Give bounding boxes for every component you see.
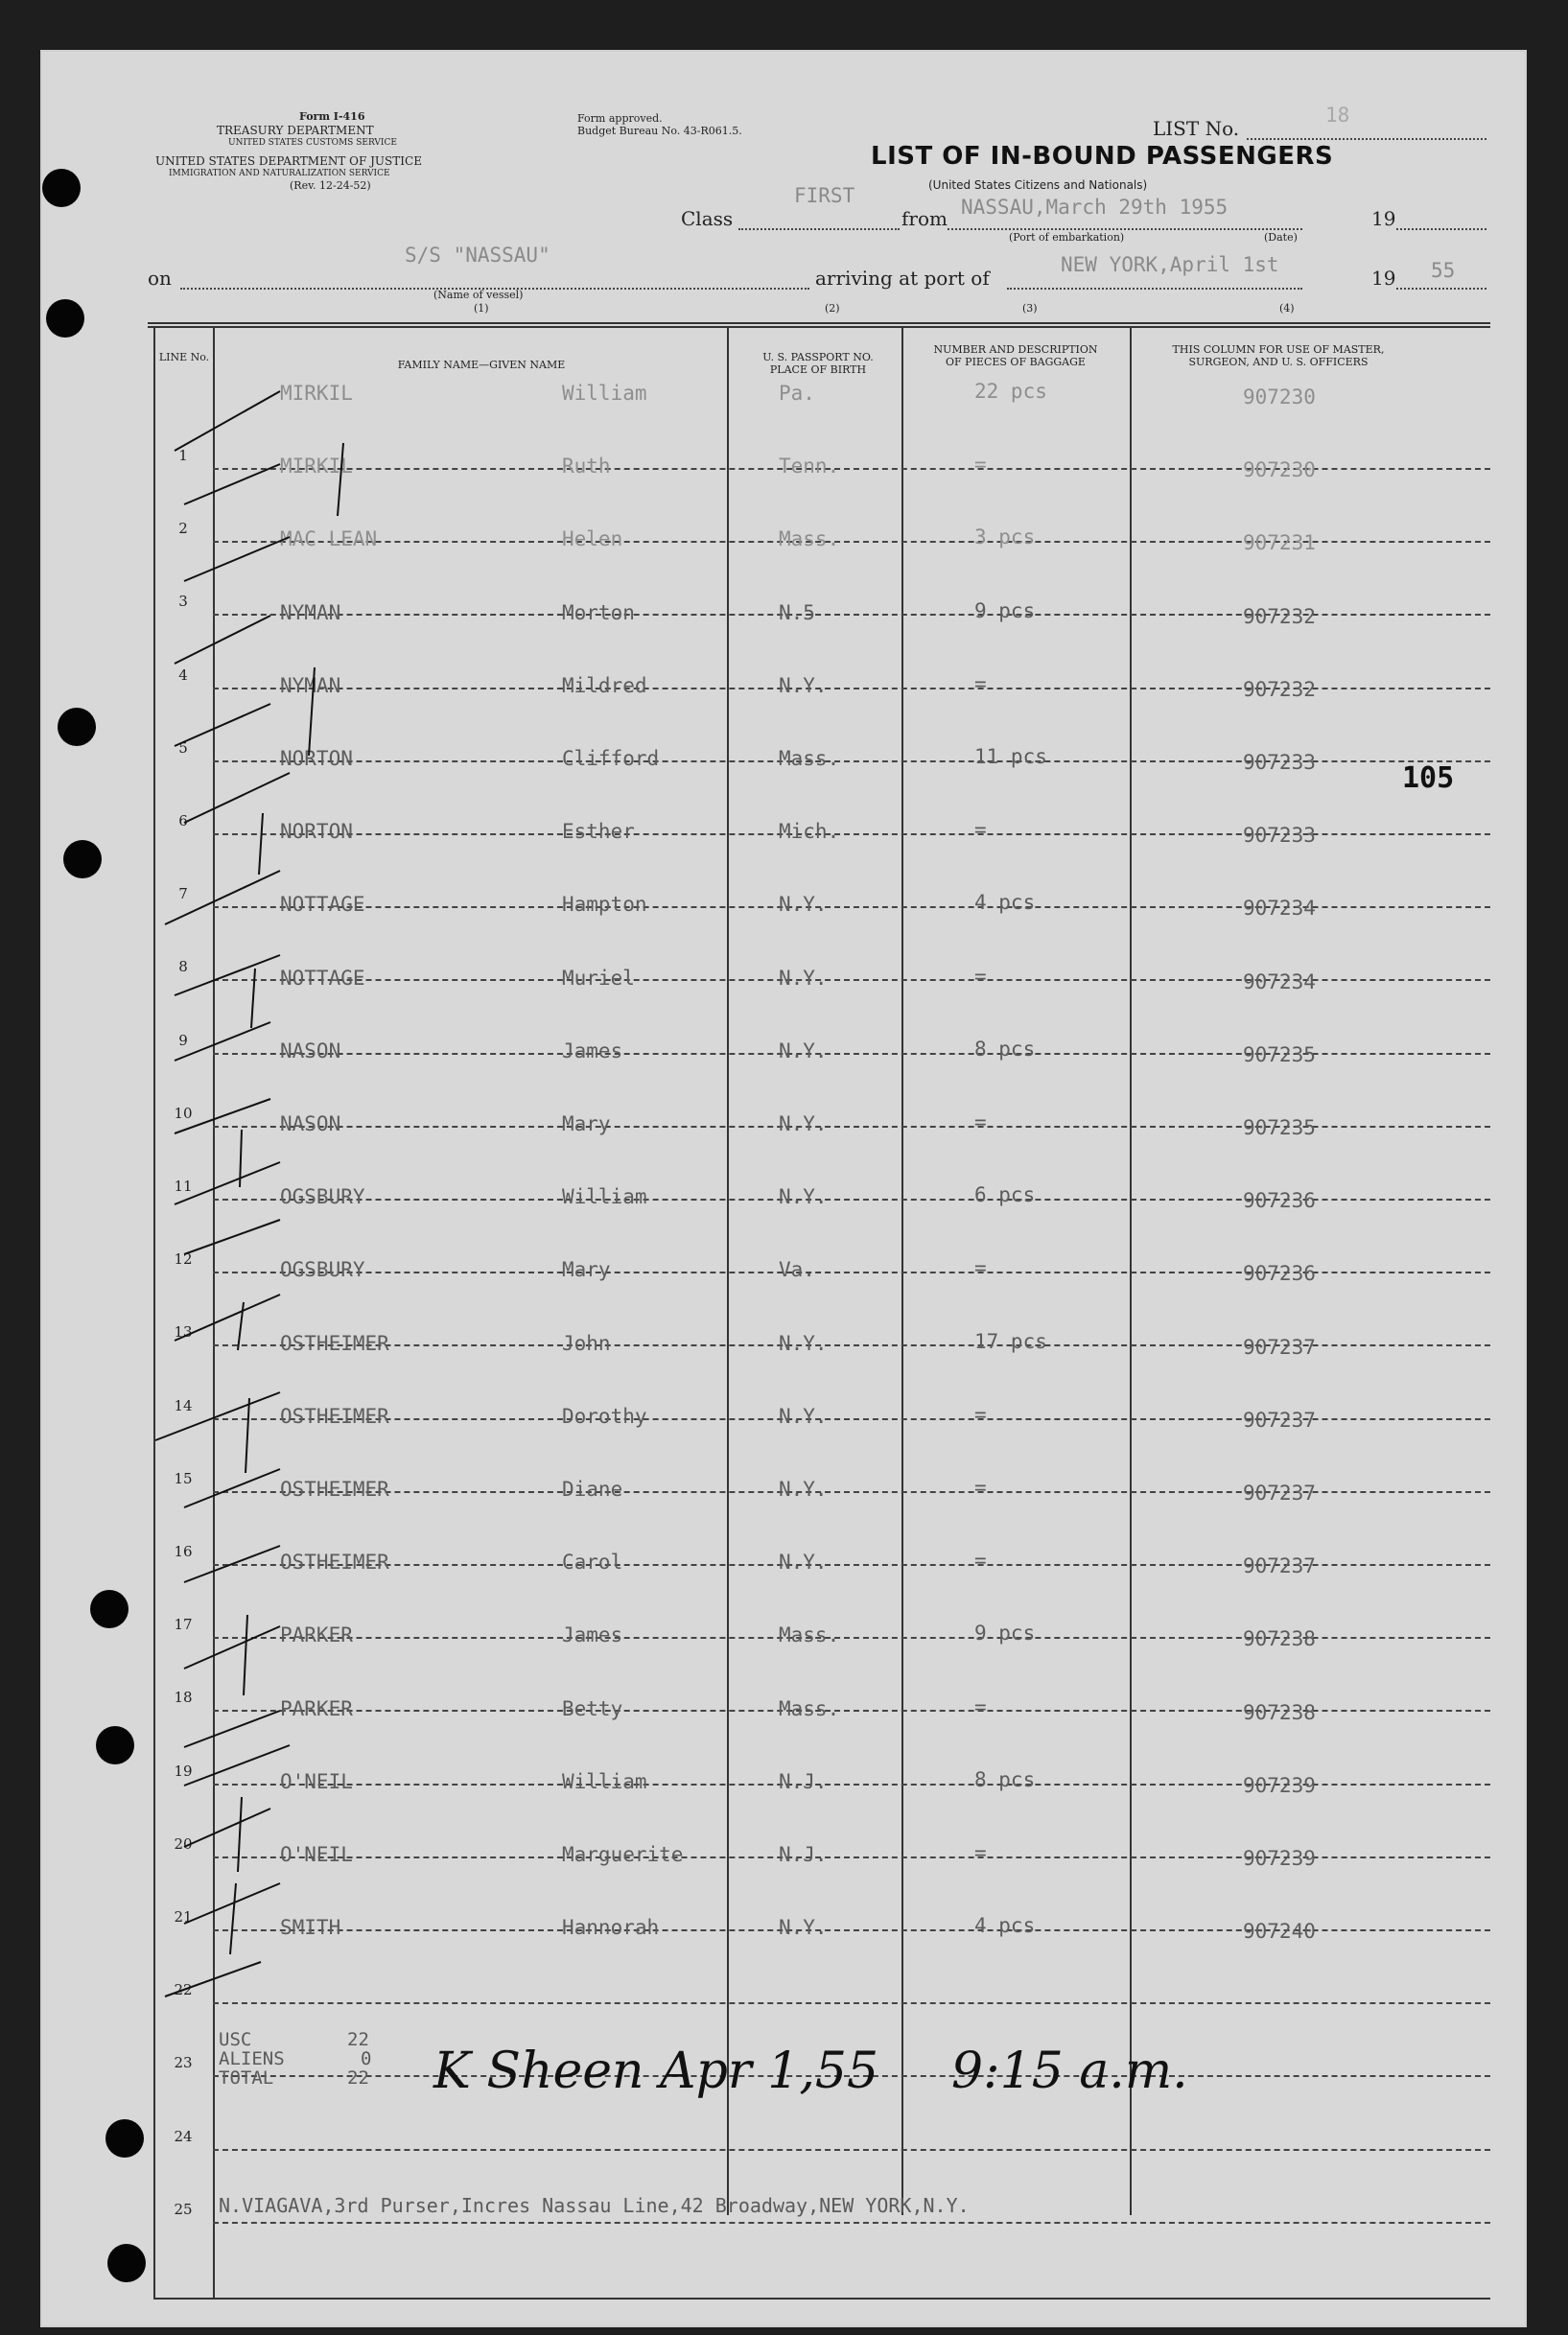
form-number: Form I-416 [299, 110, 365, 123]
line-number: 12 [174, 1250, 193, 1269]
budget-bureau: Budget Bureau No. 43-R061.5. [577, 125, 742, 137]
officer-code: 907237 [1243, 1554, 1316, 1578]
baggage-count: = [974, 1476, 987, 1499]
place-of-birth: N.Y. [779, 1185, 828, 1209]
place-of-birth: Pa. [779, 382, 815, 405]
place-of-birth: N.Y. [779, 1112, 828, 1135]
baggage-count: = [974, 1694, 987, 1718]
baggage-count: = [974, 1256, 987, 1280]
vessel-caption: (Name of vessel) [433, 289, 524, 301]
total-value: 22 [347, 2067, 369, 2089]
ins-service: IMMIGRATION AND NATURALIZATION SERVICE [169, 169, 390, 178]
aliens-value: 0 [361, 2048, 372, 2069]
binder-hole [42, 169, 81, 207]
given-name: Diane [562, 1478, 623, 1501]
place-of-birth: Mass. [779, 747, 840, 770]
line-number: 24 [174, 2127, 193, 2145]
arriving-label: arriving at port of [815, 267, 990, 290]
given-name: Morton [562, 600, 635, 624]
binder-hole [96, 1726, 134, 1764]
manifest-page [40, 50, 1527, 2327]
line-number: 14 [174, 1396, 193, 1414]
given-name: Betty [562, 1696, 623, 1720]
officer-code: 907233 [1243, 751, 1316, 774]
family-name: MIRKIL [280, 382, 353, 405]
given-name: Carol [562, 1551, 623, 1575]
family-name: NYMAN [280, 600, 341, 624]
handwritten-time: 9:15 a.m. [951, 2043, 1188, 2100]
given-name: Marguerite [562, 1843, 684, 1866]
officer-code: 907237 [1243, 1408, 1316, 1432]
year2-value: 55 [1431, 259, 1456, 282]
line-number: 17 [174, 1616, 193, 1634]
list-no-label: LIST No. [1153, 117, 1240, 140]
line-number: 10 [174, 1104, 193, 1122]
given-name: Mary [562, 1112, 611, 1135]
officer-code: 907237 [1243, 1482, 1316, 1505]
on-label: on [148, 267, 172, 290]
officer-code: 907240 [1243, 1920, 1316, 1944]
header-line-no: LINE No. [158, 351, 210, 363]
given-name: Esther [562, 820, 635, 844]
line-number: 13 [174, 1323, 193, 1342]
binder-hole [63, 840, 102, 878]
family-name: PARKER [280, 1623, 353, 1647]
family-name: NYMAN [280, 673, 341, 697]
line-number: 25 [174, 2200, 193, 2218]
col-num-2: (2) [825, 302, 840, 315]
given-name: William [562, 382, 647, 405]
given-name: James [562, 1623, 623, 1647]
place-of-birth: N.J. [779, 1843, 828, 1866]
line-number: 20 [174, 1834, 193, 1853]
family-name: O'NEIL [280, 1769, 353, 1793]
binder-hole [105, 2119, 144, 2158]
officer-code: 907232 [1243, 604, 1316, 628]
arrival-value: NEW YORK,April 1st [1061, 253, 1279, 276]
officer-code: 907236 [1243, 1262, 1316, 1286]
header-baggage: NUMBER AND DESCRIPTION OF PIECES OF BAGGAGE [933, 343, 1098, 369]
baggage-count: = [974, 1549, 987, 1573]
family-name: OSTHEIMER [280, 1331, 389, 1355]
baggage-count: 11 pcs [974, 745, 1047, 768]
binder-hole [46, 299, 84, 338]
given-name: James [562, 1039, 623, 1062]
baggage-count: 4 pcs [974, 891, 1036, 915]
given-name: John [562, 1331, 611, 1355]
place-of-birth: Va. [779, 1258, 815, 1282]
officer-code: 907230 [1243, 385, 1316, 409]
baggage-count: = [974, 818, 987, 842]
place-of-birth: N.Y. [779, 1404, 828, 1428]
baggage-count: 3 pcs [974, 525, 1036, 549]
class-value: FIRST [794, 184, 855, 207]
date-caption: (Date) [1264, 231, 1298, 244]
place-of-birth: N.Y. [779, 966, 828, 990]
family-name: SMITH [280, 1916, 341, 1940]
place-of-birth: N.Y. [779, 1478, 828, 1501]
officer-code: 907235 [1243, 1116, 1316, 1139]
officer-code: 907239 [1243, 1847, 1316, 1870]
place-of-birth: N.5 [779, 600, 815, 624]
total-label: TOTAL [219, 2067, 274, 2089]
binder-hole [58, 708, 96, 746]
baggage-count: 8 pcs [974, 1037, 1036, 1061]
check-mark [175, 391, 280, 451]
officer-code: 907234 [1243, 897, 1316, 921]
line-number: 22 [174, 1981, 193, 1999]
place-of-birth: N.Y. [779, 1551, 828, 1575]
officer-code: 907230 [1243, 458, 1316, 482]
officer-code: 907232 [1243, 677, 1316, 701]
baggage-count: 4 pcs [974, 1914, 1036, 1938]
place-of-birth: Mass. [779, 527, 840, 551]
binder-hole [90, 1590, 129, 1628]
family-name: NOTTAGE [280, 966, 365, 990]
place-of-birth: N.Y. [779, 1039, 828, 1062]
line-number: 6 [178, 812, 188, 829]
officer-code: 907238 [1243, 1627, 1316, 1651]
family-name: OSTHEIMER [280, 1404, 389, 1428]
margin-number: 105 [1402, 761, 1455, 795]
line-number: 8 [178, 958, 188, 976]
place-of-birth: Tenn. [779, 455, 840, 479]
given-name: Muriel [562, 966, 635, 990]
header-passport: U. S. PASSPORT NO. PLACE OF BIRTH [762, 351, 874, 377]
family-name: OSTHEIMER [280, 1478, 389, 1501]
baggage-count: 6 pcs [974, 1183, 1036, 1207]
family-name: O'NEIL [280, 1843, 353, 1866]
binder-hole [107, 2244, 146, 2282]
given-name: Hannorah [562, 1916, 660, 1940]
baggage-count: = [974, 1110, 987, 1133]
aliens-label: ALIENS [219, 2048, 285, 2069]
given-name: Dorothy [562, 1404, 647, 1428]
given-name: Hampton [562, 893, 647, 917]
line-number: 7 [178, 885, 188, 903]
place-of-birth: N.Y. [779, 893, 828, 917]
form-subtitle: (United States Citizens and Nationals) [928, 178, 1148, 192]
baggage-count: = [974, 1841, 987, 1864]
form-approved: Form approved. [577, 112, 663, 125]
col-num-4: (4) [1279, 302, 1295, 315]
baggage-count: = [974, 964, 987, 988]
line-number: 21 [174, 1908, 193, 1926]
family-name: MAC LEAN [280, 527, 378, 551]
from-value: NASSAU,March 29th 1955 [961, 196, 1229, 219]
baggage-count: 9 pcs [974, 1622, 1036, 1646]
header-name: FAMILY NAME—GIVEN NAME [397, 359, 566, 371]
from-label: from [901, 207, 948, 230]
officer-code: 907234 [1243, 969, 1316, 993]
family-name: NASON [280, 1112, 341, 1135]
baggage-count: 17 pcs [974, 1329, 1047, 1353]
port-embark-caption: (Port of embarkation) [1009, 231, 1125, 244]
family-name: NASON [280, 1039, 341, 1062]
justice-dept: UNITED STATES DEPARTMENT OF JUSTICE [155, 154, 422, 168]
baggage-count: 9 pcs [974, 598, 1036, 622]
officer-code: 907233 [1243, 824, 1316, 848]
treasury-dept: TREASURY DEPARTMENT [217, 124, 374, 137]
line-number: 4 [178, 665, 188, 684]
form-title: LIST OF IN-BOUND PASSENGERS [871, 142, 1334, 171]
usc-label: USC [219, 2029, 252, 2050]
family-name: NOTTAGE [280, 893, 365, 917]
line-number: 2 [178, 520, 188, 538]
officer-code: 907235 [1243, 1042, 1316, 1066]
place-of-birth: Mass. [779, 1623, 840, 1647]
place-of-birth: N.Y. [779, 1916, 828, 1940]
family-name: NORTON [280, 747, 353, 770]
place-of-birth: N.Y. [779, 1331, 828, 1355]
baggage-count: 8 pcs [974, 1767, 1036, 1791]
revision: (Rev. 12-24-52) [290, 179, 371, 192]
given-name: Mary [562, 1258, 611, 1282]
baggage-count: = [974, 1402, 987, 1426]
family-name: PARKER [280, 1696, 353, 1720]
handwritten-signature-note: K Sheen Apr 1,55 [433, 2043, 879, 2100]
officer-code: 907231 [1243, 531, 1316, 555]
list-no-value: 18 [1325, 104, 1350, 127]
vessel-value: S/S "NASSAU" [405, 244, 550, 267]
col-num-1: (1) [474, 302, 489, 315]
family-name: OGSBURY [280, 1258, 365, 1282]
family-name: NORTON [280, 820, 353, 844]
place-of-birth: Mich. [779, 820, 840, 844]
line-number: 18 [174, 1689, 193, 1707]
officer-code: 907239 [1243, 1773, 1316, 1797]
line-number: 3 [178, 593, 188, 611]
given-name: Mildred [562, 673, 647, 697]
family-name: MIRKIL [280, 455, 353, 479]
line-number: 15 [174, 1469, 193, 1487]
line-number: 5 [178, 738, 188, 757]
usc-value: 22 [347, 2029, 369, 2050]
col-num-3: (3) [1022, 302, 1038, 315]
officer-code: 907236 [1243, 1189, 1316, 1213]
line-number: 16 [174, 1543, 193, 1560]
pen-check-marks [40, 50, 1527, 2327]
given-name: William [562, 1769, 647, 1793]
purser-footer: N.VIAGAVA,3rd Purser,Incres Nassau Line,42 Broadway,NEW YORK,N.Y. [219, 2194, 970, 2217]
line-number: 19 [174, 1762, 193, 1780]
year2-label: 19 [1371, 267, 1396, 290]
given-name: William [562, 1185, 647, 1209]
baggage-count: 22 pcs [974, 380, 1047, 403]
header-officers: THIS COLUMN FOR USE OF MASTER, SURGEON, AND U. S. OFFICERS [1172, 343, 1385, 369]
line-number: 1 [178, 447, 188, 464]
baggage-count: = [974, 671, 987, 695]
class-label: Class [681, 207, 734, 230]
given-name: Ruth [562, 455, 611, 479]
baggage-count: = [974, 453, 987, 477]
line-number: 23 [174, 2054, 193, 2072]
year-label: 19 [1371, 207, 1396, 230]
place-of-birth: N.J. [779, 1769, 828, 1793]
customs-service: UNITED STATES CUSTOMS SERVICE [228, 138, 397, 148]
officer-code: 907238 [1243, 1700, 1316, 1724]
place-of-birth: N.Y. [779, 673, 828, 697]
family-name: OGSBURY [280, 1185, 365, 1209]
line-number: 9 [178, 1031, 188, 1049]
family-name: OSTHEIMER [280, 1551, 389, 1575]
given-name: Helen [562, 527, 623, 551]
officer-code: 907237 [1243, 1335, 1316, 1359]
place-of-birth: Mass. [779, 1696, 840, 1720]
line-number: 11 [174, 1178, 193, 1195]
given-name: Clifford [562, 747, 660, 770]
